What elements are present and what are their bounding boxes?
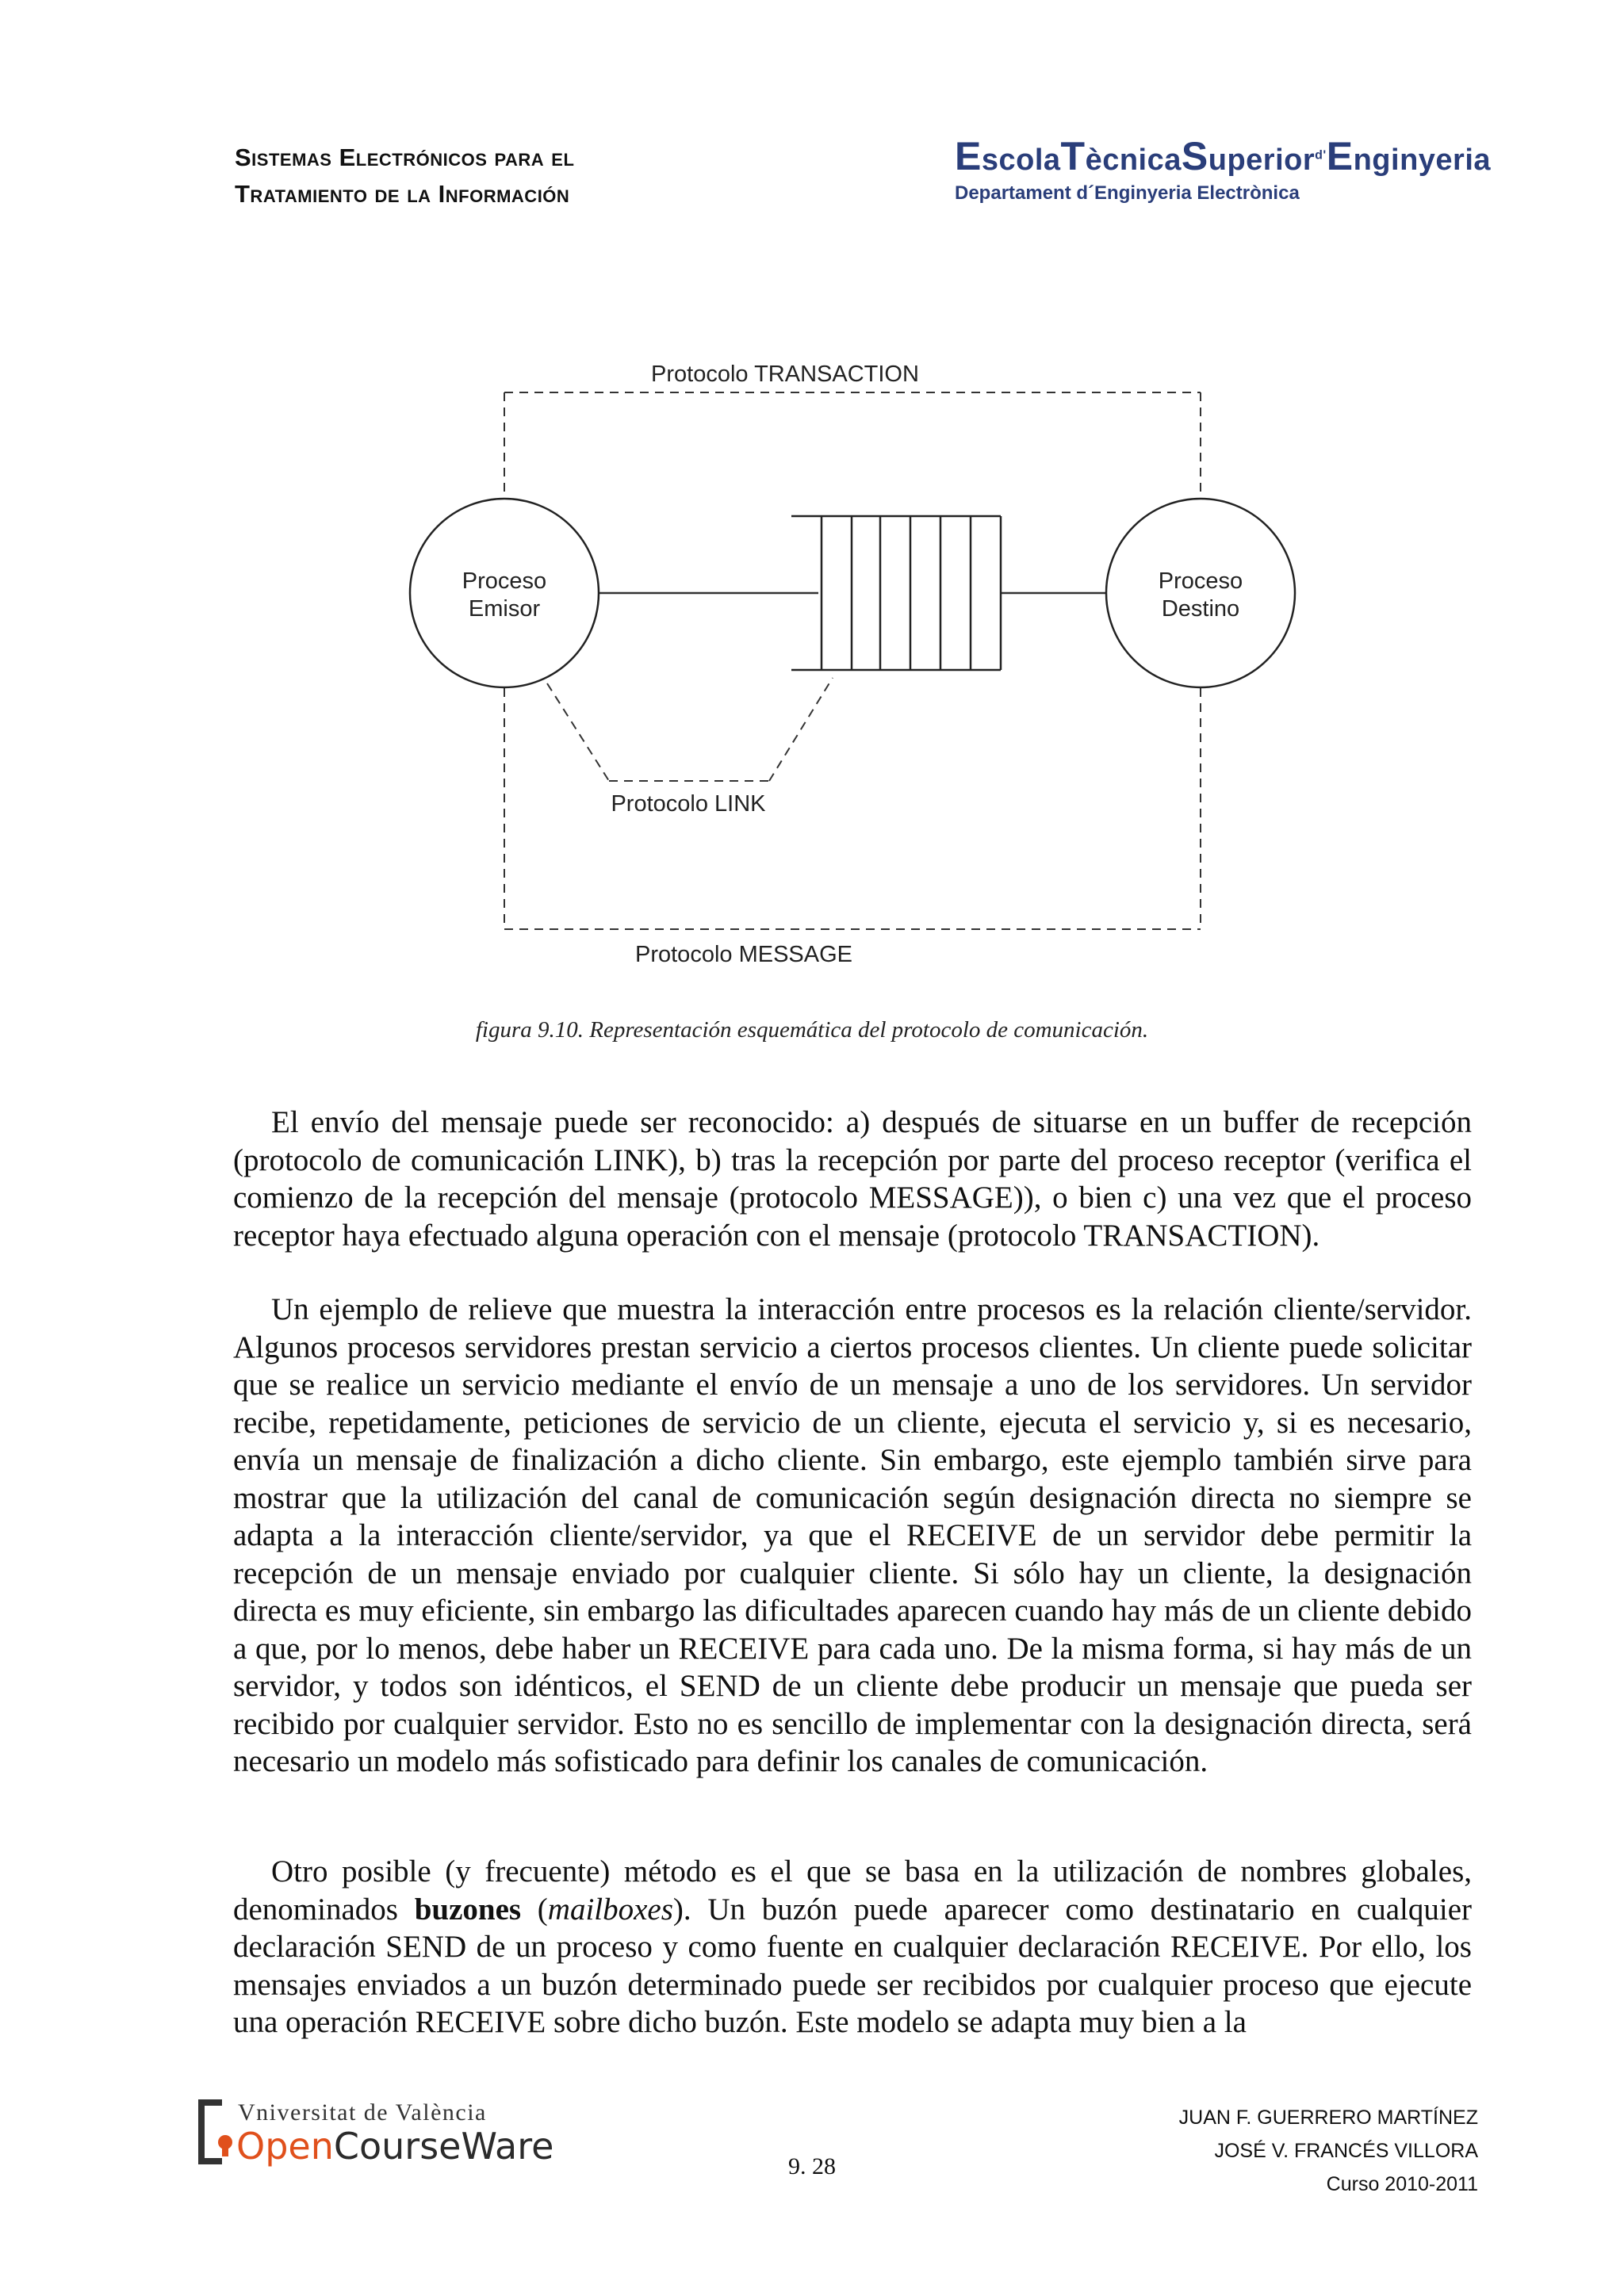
protocol-diagram	[0, 0, 1624, 999]
university-name: Vniversitat de València	[238, 2099, 487, 2126]
school-name: EscolaTècnicaSuperior$^{d'}$Enginyeria	[955, 134, 1492, 178]
ocw-name: OpenCourseWare	[236, 2125, 554, 2168]
message-protocol-label: Protocolo MESSAGE	[635, 942, 852, 967]
paragraph-3	[233, 1853, 1472, 2042]
header-course-line2: Tratamiento de la Información	[235, 180, 570, 208]
footer-authors	[1179, 2101, 1478, 2201]
figure-caption: figura 9.10. Representación esquemática del protocolo de comunicación.	[475, 1017, 1149, 1043]
link-protocol-label: Protocolo LINK	[611, 791, 766, 817]
paragraph-3-text: Otro posible (y frecuente) método es el que se basa en la utilización de nombres globales, denominados buzones (mailboxes). Un buzón puede aparecer como destinatario en cualquier declaración SEND de un proceso y como fuente en cualquier declaración RECEIVE. Por ello, los mensajes enviados a un buzón determinado puede ser recibidos por cualquier proceso que ejecute una operación RECEIVE sobre dicho buzón. Este modelo se adapta muy bien a la	[233, 1854, 1472, 2039]
destino-label-line1: Proceso	[1158, 568, 1243, 594]
paragraph-2-text: Un ejemplo de relieve que muestra la interacción entre procesos es la relación cliente/servidor. Algunos procesos servidores prestan servicio a ciertos procesos clientes. Un cliente puede solicitar que se realice un servicio mediante el envío de un mensaje a uno de los servidores. Un servidor recibe, repetidamente, peticiones de servicio de un cliente, ejecuta el servicio y, si es necesario, envía un mensaje de finalización a dicho cliente. Sin embargo, este ejemplo también sirve para mostrar que la utilización del canal de comunicación según designación directa no siempre se adapta a la interacción cliente/servidor, ya que el RECEIVE de un servidor debe permitir la recepción de un mensaje enviado por cualquier cliente. Si sólo hay un cliente, la designación directa es muy eficiente, sin embargo las dificultades aparecen cuando hay más de un cliente debido a que, por lo menos, debe haber un RECEIVE para cada uno. De la misma forma, si hay más de un servidor, y todos son idénticos, el SEND de un cliente debe producir un mensaje que pueda ser recibido por cualquier servidor. Esto no es sencillo de implementar con la designación directa, será necesario un modelo más sofisticado para definir los canales de comunicación.	[233, 1292, 1472, 1778]
paragraph-1	[233, 1104, 1472, 1254]
emisor-label-line2: Emisor	[468, 596, 541, 622]
emisor-label-line1: Proceso	[462, 568, 547, 594]
page-number: 9. 28	[788, 2153, 836, 2179]
link-protocol-left-diagonal	[547, 683, 609, 781]
paragraph-1-text: El envío del mensaje puede ser reconocido: a) después de situarse en un buffer de recepción (protocolo de comunicación LINK), b) tras la recepción por parte del proceso receptor (verifica el comienzo de la recepción del mensaje (protocolo MESSAGE)), o bien c) una vez que el proceso receptor haya efectuado alguna operación con el mensaje (protocolo TRANSACTION).	[233, 1105, 1472, 1253]
transaction-protocol-label: Protocolo TRANSACTION	[651, 362, 919, 387]
buzones-term: buzones	[414, 1892, 522, 1927]
destino-label-line2: Destino	[1161, 596, 1240, 622]
message-buffer-queue	[791, 516, 1001, 670]
author-2: JOSÉ V. FRANCÉS VILLORA	[1214, 2140, 1478, 2162]
link-protocol-right-diagonal	[769, 678, 833, 781]
header-course-line1: Sistemas Electrónicos para el	[235, 144, 575, 171]
department-name: Departament d´Enginyeria Electrònica	[955, 182, 1300, 204]
mailboxes-term: mailboxes	[547, 1892, 673, 1927]
course-year: Curso 2010-2011	[1326, 2173, 1478, 2195]
paragraph-2	[233, 1291, 1472, 1781]
author-1: JUAN F. GUERRERO MARTÍNEZ	[1178, 2107, 1478, 2129]
